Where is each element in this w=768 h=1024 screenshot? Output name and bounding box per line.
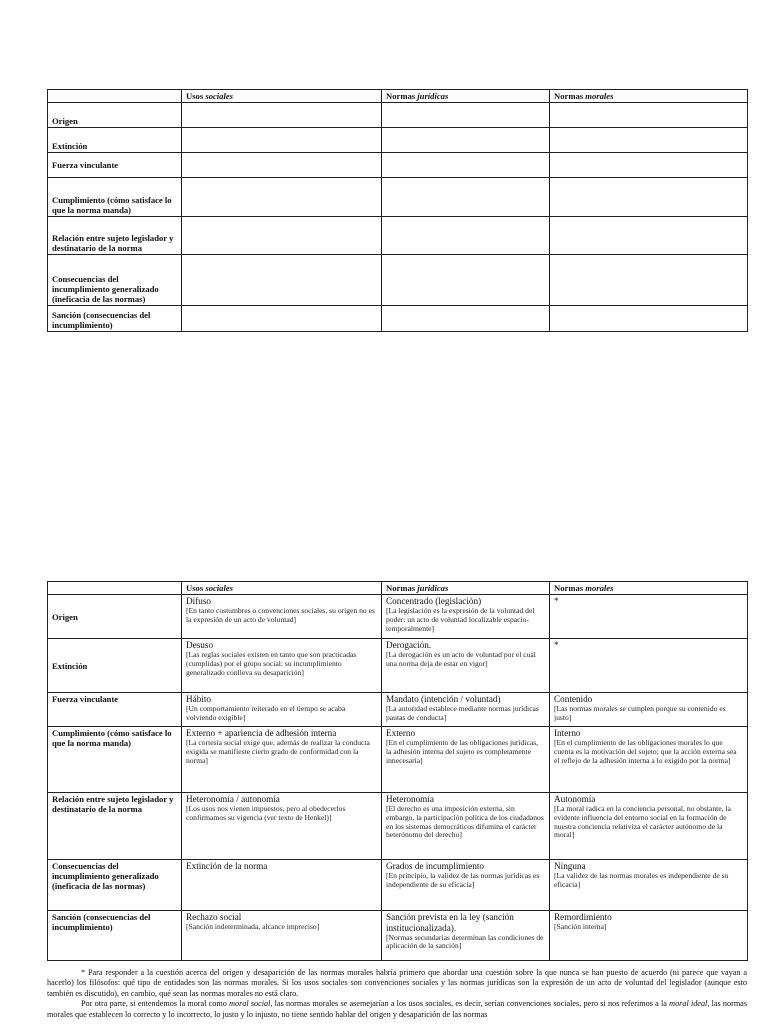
footnote-paragraph-2: Por otra parte, si entendemos la moral como moral social, las normas morales se asemejarían a los usos sociales, es decir, serían convenciones sociales, pero si nos referimos a la moral ideal, las normas morales que establecen lo correcto y lo incorrecto, lo justo y lo injusto, no tiene sentido hablar del origen y desaparición de las normas — [47, 999, 748, 1019]
row-label-sancion: Sanción (consecuencias del incumplimiento) — [48, 306, 182, 332]
row-label-fuerza-vinculante: Fuerza vinculante — [48, 153, 182, 178]
footnote — [47, 968, 747, 1020]
empty-cell — [182, 255, 382, 306]
empty-cell — [382, 306, 550, 332]
row-label-sancion: Sanción (consecuencias del incumplimiento) — [48, 911, 182, 961]
header-usos-sociales: Usos sociales — [182, 90, 382, 103]
table-cell: Hábito [Un comportamiento reiterado en el tiempo se acaba volviendo exigible] — [182, 693, 382, 727]
empty-cell — [550, 306, 748, 332]
table-cell: Rechazo social [Sanción indeterminada, alcance impreciso] — [182, 911, 382, 961]
table-row — [48, 911, 748, 961]
row-label-cumplimiento: Cumplimiento (cómo satisface lo que la norma manda) — [48, 178, 182, 217]
empty-cell — [550, 153, 748, 178]
table-cell: Heteronomía / autonomía [Los usos nos vienen impuestos, pero al obedecerlos confirmamos su vigencia (ver texto de Henkel)] — [182, 793, 382, 860]
table-row — [48, 793, 748, 860]
table-cell: Autonomía [La moral radica en la conciencia personal, no obstante, la evidente influencia del entorno social en la formación de nuestra conciencia relativiza el carácter autónomo de la moral] — [550, 793, 748, 860]
table-cell: Concentrado (legislación) [La legislación es la expresión de la voluntad del poder: un acto de voluntad localizable espacio-temporalmente] — [382, 595, 550, 639]
empty-cell — [382, 255, 550, 306]
table-row — [48, 103, 748, 128]
filled-comparison-table — [47, 581, 748, 961]
empty-cell — [382, 178, 550, 217]
row-label-fuerza-vinculante: Fuerza vinculante — [48, 693, 182, 727]
empty-cell — [182, 128, 382, 153]
table-row — [48, 693, 748, 727]
table-row — [48, 595, 748, 639]
table-cell: * — [550, 639, 748, 693]
table-cell: Mandato (intención / voluntad) [La autoridad establece mediante normas jurídicas pautas de conducta] — [382, 693, 550, 727]
empty-cell — [550, 178, 748, 217]
header-blank — [48, 582, 182, 595]
header-normas-juridicas: Normas jurídicas — [382, 90, 550, 103]
empty-cell — [550, 103, 748, 128]
empty-cell — [550, 255, 748, 306]
empty-comparison-table — [47, 89, 748, 332]
table-cell: Ninguna [La validez de las normas morales es independiente de su eficacia] — [550, 860, 748, 911]
table-cell: Heteronomía [El derecho es una imposición externa, sin embargo, la participación política de los ciudadanos en los sistemas democráticos difumina el carácter heterónomo del derecho] — [382, 793, 550, 860]
empty-cell — [382, 128, 550, 153]
table-row — [48, 727, 748, 793]
footnote-paragraph-1: * Para responder a la cuestión acerca del origen y desaparición de las normas morales habría primero que abordar una cuestión sobre la que nunca se han puesto de acuerdo (ni parece que vayan a hacerlo) los filósofos: qué tipo de entidades son las normas morales. Si los usos sociales son convenciones sociales y las normas jurídicas son la expresión de un acto de voluntad del legislador (aunque esto también es discutido), en cambio, qué sean las normas morales no está claro. — [47, 968, 747, 998]
row-label-relacion: Relación entre sujeto legislador y destinatario de la norma — [48, 217, 182, 255]
table-cell: Derogación. [La derogación es un acto de voluntad por el cual una norma deja de estar en vigor] — [382, 639, 550, 693]
header-normas-morales: Normas morales — [550, 582, 748, 595]
empty-cell — [550, 128, 748, 153]
table-cell: Contenido [Las normas morales se cumplen porque su contenido es justo] — [550, 693, 748, 727]
empty-cell — [550, 217, 748, 255]
table-cell: * — [550, 595, 748, 639]
table-cell: Externo + apariencia de adhesión interna [La cortesía social exige que, además de realizar la conducta exigida se manifieste cierto grado de conformidad con la norma] — [182, 727, 382, 793]
header-normas-juridicas: Normas jurídicas — [382, 582, 550, 595]
empty-cell — [382, 103, 550, 128]
row-label-extincion: Extinción — [48, 639, 182, 693]
empty-cell — [182, 217, 382, 255]
table-row — [48, 639, 748, 693]
table-cell: Extinción de la norma — [182, 860, 382, 911]
header-normas-morales: Normas morales — [550, 90, 748, 103]
empty-cell — [182, 153, 382, 178]
empty-cell — [382, 153, 550, 178]
table-row — [48, 255, 748, 306]
header-usos-sociales: Usos sociales — [182, 582, 382, 595]
table-cell: Difuso [En tanto costumbres o convenciones sociales, su origen no es la expresión de un acto de voluntad] — [182, 595, 382, 639]
table-cell: Sanción prevista en la ley (sanción institucionalizada). [Normas secundarias determinan las condiciones de aplicación de la sanción] — [382, 911, 550, 961]
table-header-row — [48, 90, 748, 103]
table-header-row — [48, 582, 748, 595]
table-cell: Interno [En el cumplimiento de las obligaciones morales lo que cuenta es la motivación del sujeto; que la acción externa sea el reflejo de la adhesión interna a lo exigido por la norma] — [550, 727, 748, 793]
header-blank — [48, 90, 182, 103]
empty-cell — [182, 103, 382, 128]
table-row — [48, 306, 748, 332]
row-label-cumplimiento: Cumplimiento (cómo satisface lo que la norma manda) — [48, 727, 182, 793]
table-cell: Grados de incumplimiento [En principio, la validez de las normas jurídicas es independiente de su eficacia] — [382, 860, 550, 911]
row-label-origen: Origen — [48, 103, 182, 128]
table-row — [48, 178, 748, 217]
row-label-relacion: Relación entre sujeto legislador y destinatario de la norma — [48, 793, 182, 860]
table-row — [48, 153, 748, 178]
table-cell: Externo [En el cumplimiento de las obligaciones jurídicas, la adhesión interna del sujeto es completamente innecesaria] — [382, 727, 550, 793]
row-label-consecuencias: Consecuencias del incumplimiento generalizado (ineficacia de las normas) — [48, 255, 182, 306]
row-label-origen: Origen — [48, 595, 182, 639]
table-cell: Desuso [Las reglas sociales existen en tanto que son practicadas (cumplidas) por el grupo social: su incumplimiento generalizado conlleva su desaparición] — [182, 639, 382, 693]
row-label-consecuencias: Consecuencias del incumplimiento generalizado (ineficacia de las normas) — [48, 860, 182, 911]
empty-cell — [182, 178, 382, 217]
table-cell: Remordimiento [Sanción interna] — [550, 911, 748, 961]
row-label-extincion: Extinción — [48, 128, 182, 153]
table-row — [48, 217, 748, 255]
empty-cell — [182, 306, 382, 332]
table-row — [48, 128, 748, 153]
table-row — [48, 860, 748, 911]
empty-cell — [382, 217, 550, 255]
